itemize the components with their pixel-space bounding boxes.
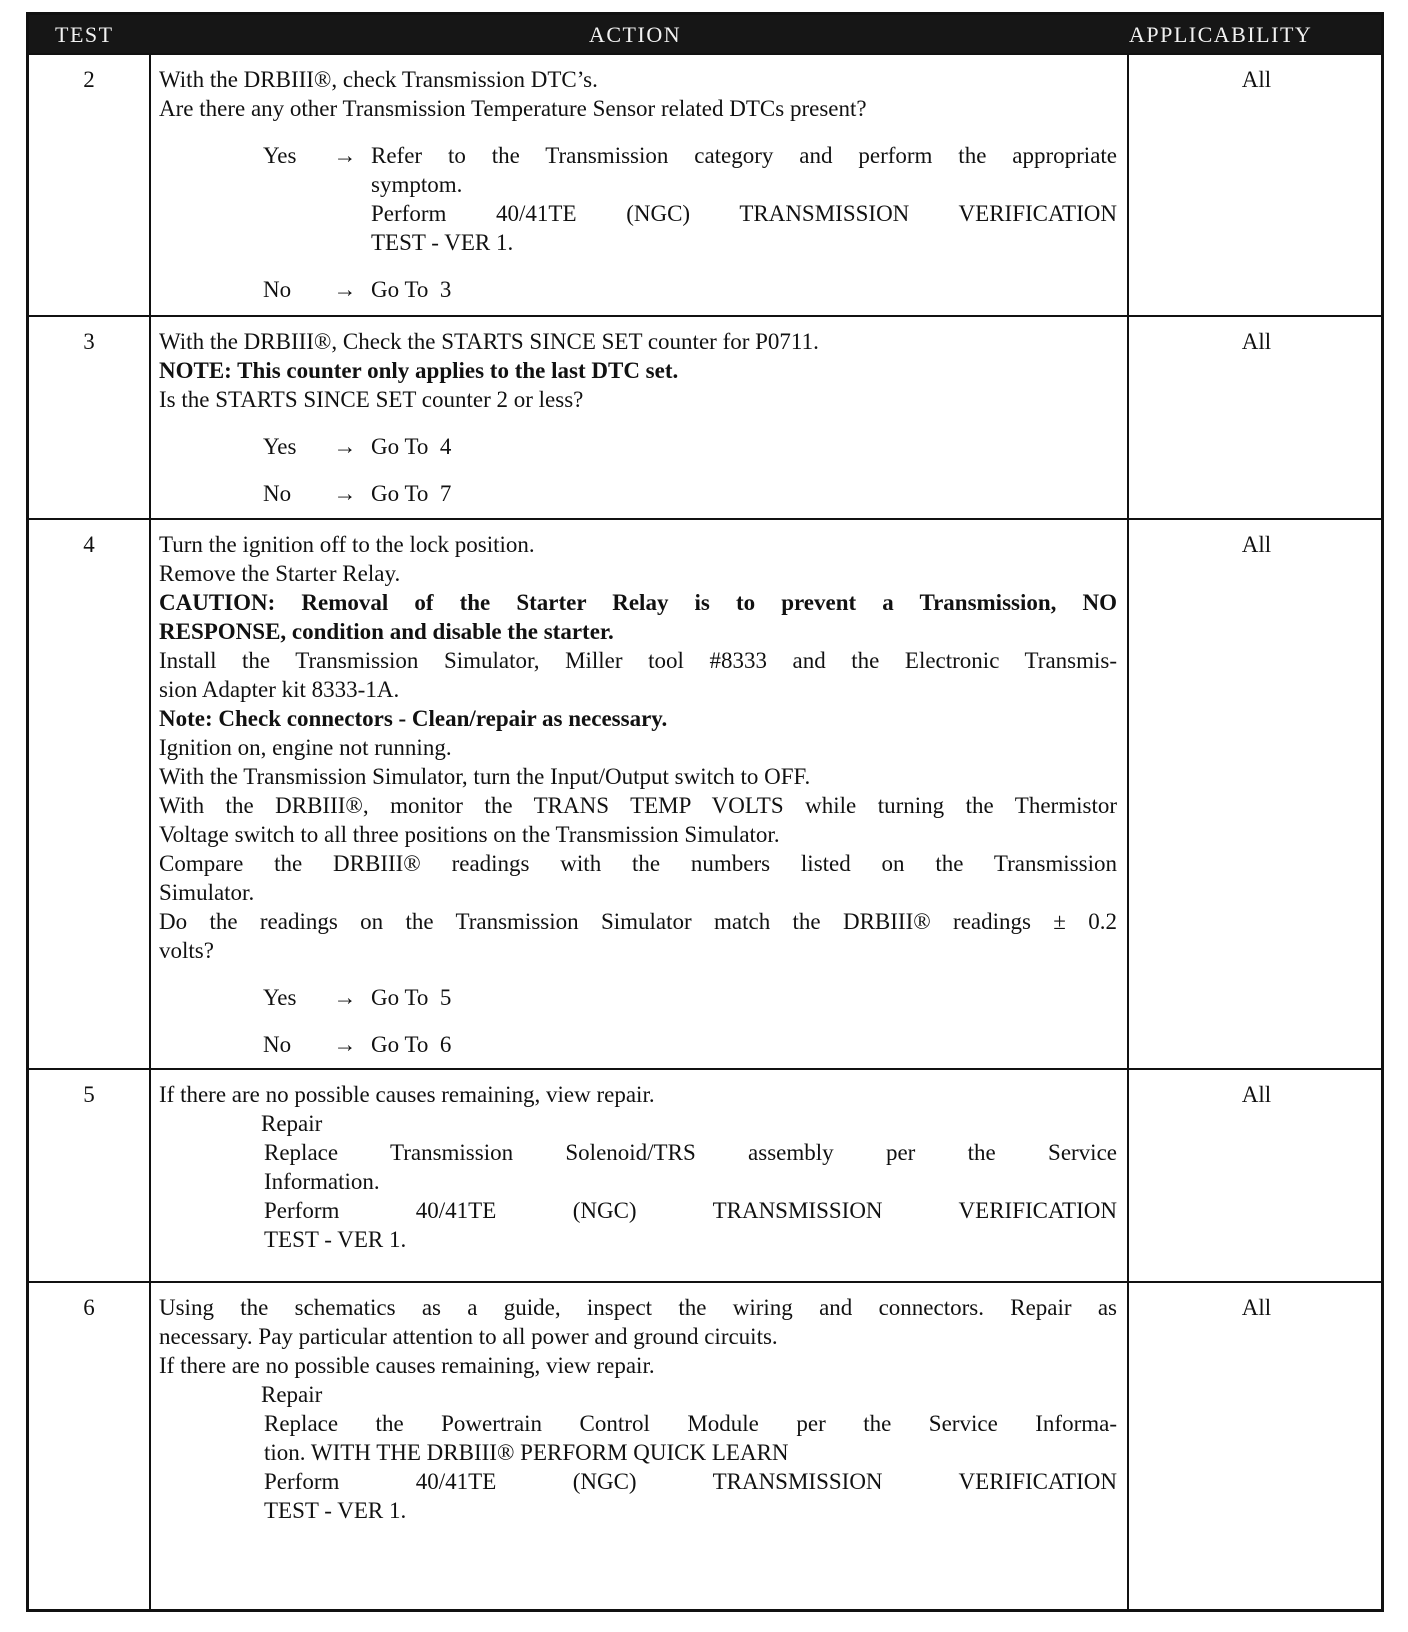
action-line: Compare the DRBIII® readings with the numbers listed on the Transmission xyxy=(159,851,1117,876)
yes-label: Yes xyxy=(263,985,297,1010)
action-line: With the DRBIII®, check Transmission DTC’s. xyxy=(159,67,598,92)
yes-label: Yes xyxy=(263,143,297,168)
yes-result: Go To 4 xyxy=(371,434,452,459)
table-row-test-5 xyxy=(29,1068,1381,1281)
action-line: Remove the Starter Relay. xyxy=(159,561,401,586)
action-cell xyxy=(159,1080,1117,1254)
test-number: 3 xyxy=(83,329,95,354)
no-branch xyxy=(159,1030,1117,1059)
action-line: With the Transmission Simulator, turn the Input/Output switch to OFF. xyxy=(159,764,811,789)
note-line: Note: Check connectors - Clean/repair as necessary. xyxy=(159,706,668,731)
yes-result: Go To 5 xyxy=(371,985,452,1010)
header-applicability: APPLICABILITY xyxy=(1129,22,1313,47)
applicability: All xyxy=(1241,329,1272,354)
applicability: All xyxy=(1241,67,1272,92)
note-line: NOTE: This counter only applies to the last DTC set. xyxy=(159,358,679,383)
action-cell xyxy=(159,1293,1117,1525)
arrow-icon: → xyxy=(333,985,357,1010)
caution-line: CAUTION: Removal of the Starter Relay is to prevent a Transmission, NO xyxy=(159,590,1117,615)
arrow-icon: → xyxy=(333,434,357,459)
header-action: ACTION xyxy=(589,22,682,47)
repair-line: TEST - VER 1. xyxy=(264,1498,407,1523)
yes-result xyxy=(371,141,1117,257)
no-label: No xyxy=(263,481,292,506)
action-line: Turn the ignition off to the lock position. xyxy=(159,532,535,557)
action-line: With the DRBIII®, Check the STARTS SINCE SET counter for P0711. xyxy=(159,329,819,354)
action-line: If there are no possible causes remaining, view repair. xyxy=(159,1082,655,1107)
repair-label: Repair xyxy=(261,1111,323,1136)
action-cell xyxy=(159,327,1117,508)
applicability: All xyxy=(1241,1295,1272,1320)
repair-instructions xyxy=(159,1138,1117,1254)
yes-result-line: TEST - VER 1. xyxy=(371,230,514,255)
applicability: All xyxy=(1241,532,1272,557)
no-branch xyxy=(159,479,1117,508)
yes-branch xyxy=(159,141,1117,257)
action-line: If there are no possible causes remaining, view repair. xyxy=(159,1353,655,1378)
repair-line: Replace the Powertrain Control Module per the Service Informa- xyxy=(264,1411,1117,1436)
no-label: No xyxy=(263,277,292,302)
no-result: Go To 6 xyxy=(371,1032,452,1057)
yes-result-line: symptom. xyxy=(371,172,463,197)
no-label: No xyxy=(263,1032,292,1057)
yes-label: Yes xyxy=(263,434,297,459)
action-line: Simulator. xyxy=(159,880,255,905)
repair-line: Replace Transmission Solenoid/TRS assembly per the Service xyxy=(264,1140,1117,1165)
repair-line: Perform 40/41TE (NGC) TRANSMISSION VERIFICATION xyxy=(264,1469,1117,1494)
action-line: With the DRBIII®, monitor the TRANS TEMP VOLTS while turning the Thermistor xyxy=(159,793,1117,818)
yes-branch xyxy=(159,432,1117,461)
no-result: Go To 7 xyxy=(371,481,452,506)
repair-instructions xyxy=(159,1409,1117,1525)
diagnostic-test-table xyxy=(26,12,1384,1612)
test-number: 6 xyxy=(83,1295,95,1320)
test-number: 2 xyxy=(83,67,95,92)
action-line: Install the Transmission Simulator, Miller tool #8333 and the Electronic Transmis- xyxy=(159,648,1117,673)
arrow-icon: → xyxy=(333,277,357,302)
header-test: TEST xyxy=(55,22,114,47)
action-line: Are there any other Transmission Temperature Sensor related DTCs present? xyxy=(159,96,867,121)
action-line: Do the readings on the Transmission Simulator match the DRBIII® readings ± 0.2 xyxy=(159,909,1117,934)
action-line: Is the STARTS SINCE SET counter 2 or less? xyxy=(159,387,584,412)
test-number: 4 xyxy=(83,532,95,557)
test-number: 5 xyxy=(83,1082,95,1107)
action-cell xyxy=(159,65,1117,304)
repair-label: Repair xyxy=(261,1382,323,1407)
action-line: necessary. Pay particular attention to all power and ground circuits. xyxy=(159,1324,778,1349)
table-header xyxy=(29,15,1381,53)
table-row-test-4 xyxy=(29,518,1381,1068)
action-cell xyxy=(159,530,1117,1059)
repair-line: TEST - VER 1. xyxy=(264,1227,407,1252)
table-row-test-6 xyxy=(29,1281,1381,1609)
no-result: Go To 3 xyxy=(371,277,452,302)
arrow-icon: → xyxy=(333,1032,357,1057)
action-line: volts? xyxy=(159,938,214,963)
yes-result-line: Refer to the Transmission category and perform the appropriate xyxy=(371,143,1117,168)
repair-line: Information. xyxy=(264,1169,380,1194)
caution-line: RESPONSE, condition and disable the starter. xyxy=(159,619,614,644)
no-branch xyxy=(159,275,1117,304)
action-line: Ignition on, engine not running. xyxy=(159,735,452,760)
repair-line: tion. WITH THE DRBIII® PERFORM QUICK LEARN xyxy=(264,1440,789,1465)
table-row-test-2 xyxy=(29,53,1381,315)
repair-line: Perform 40/41TE (NGC) TRANSMISSION VERIFICATION xyxy=(264,1198,1117,1223)
table-row-test-3 xyxy=(29,315,1381,518)
action-line: Voltage switch to all three positions on the Transmission Simulator. xyxy=(159,822,780,847)
arrow-icon: → xyxy=(333,481,357,506)
action-line: sion Adapter kit 8333-1A. xyxy=(159,677,400,702)
applicability: All xyxy=(1241,1082,1272,1107)
yes-result-line: Perform 40/41TE (NGC) TRANSMISSION VERIFICATION xyxy=(371,201,1117,226)
yes-branch xyxy=(159,983,1117,1012)
arrow-icon: → xyxy=(333,143,357,168)
action-line: Using the schematics as a guide, inspect the wiring and connectors. Repair as xyxy=(159,1295,1117,1320)
